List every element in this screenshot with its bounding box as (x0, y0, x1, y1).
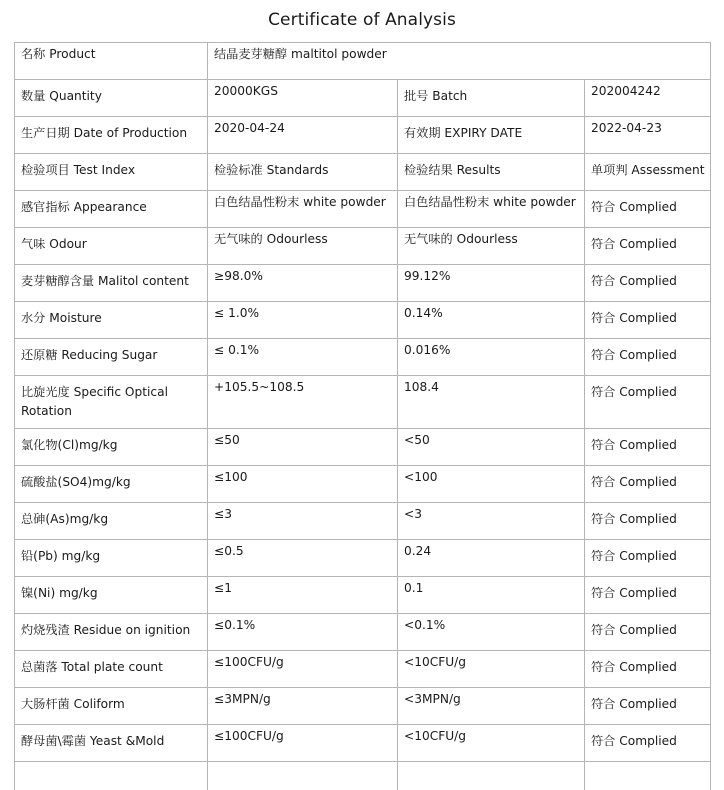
standard-value: ≤ 1.0% (208, 302, 398, 339)
assessment-value: 符合 Complied (585, 466, 711, 503)
table-row (15, 376, 711, 429)
table-row (15, 503, 711, 540)
result-value: 0.14% (398, 302, 585, 339)
column-assessment: 单项判 Assessment (585, 154, 711, 191)
standard-value: ≤100CFU/g (208, 651, 398, 688)
standard-value: ≥98.0% (208, 265, 398, 302)
assessment-value: 符合 Complied (585, 503, 711, 540)
test-item: 总砷(As)mg/kg (15, 503, 208, 540)
result-value: <10CFU/g (398, 651, 585, 688)
assessment-value: 符合 Complied (585, 302, 711, 339)
result-value: 无气味的 Odourless (398, 228, 585, 265)
test-item: 总菌落 Total plate count (15, 651, 208, 688)
empty-cell (398, 762, 585, 790)
result-value: 白色结晶性粉末 white powder (398, 191, 585, 228)
test-item: 酵母菌\霉菌 Yeast &Mold (15, 725, 208, 762)
quantity-value: 20000KGS (208, 80, 398, 117)
assessment-value: 符合 Complied (585, 265, 711, 302)
standard-value: 白色结晶性粉末 white powder (208, 191, 398, 228)
table-row (15, 540, 711, 577)
column-header-row (15, 154, 711, 191)
table-row (15, 265, 711, 302)
result-value: <50 (398, 429, 585, 466)
assessment-value: 符合 Complied (585, 688, 711, 725)
result-value: 99.12% (398, 265, 585, 302)
result-value: <100 (398, 466, 585, 503)
table-row (15, 228, 711, 265)
assessment-value: 符合 Complied (585, 429, 711, 466)
test-item: 还原糖 Reducing Sugar (15, 339, 208, 376)
assessment-value: 符合 Complied (585, 339, 711, 376)
production-row (15, 117, 711, 154)
result-value: 0.016% (398, 339, 585, 376)
assessment-value: 符合 Complied (585, 540, 711, 577)
batch-value: 202004242 (585, 80, 711, 117)
result-value: 0.24 (398, 540, 585, 577)
quantity-row (15, 80, 711, 117)
product-label: 名称 Product (15, 43, 208, 80)
standard-value: ≤1 (208, 577, 398, 614)
expiry-label: 有效期 EXPIRY DATE (398, 117, 585, 154)
batch-label: 批号 Batch (398, 80, 585, 117)
result-value: <3 (398, 503, 585, 540)
table-row (15, 614, 711, 651)
production-label: 生产日期 Date of Production (15, 117, 208, 154)
assessment-value: 符合 Complied (585, 376, 711, 429)
product-row (15, 43, 711, 80)
table-row (15, 302, 711, 339)
table-row (15, 339, 711, 376)
test-item: 比旋光度 Specific Optical Rotation (15, 376, 208, 429)
table-row (15, 688, 711, 725)
standard-value: ≤100CFU/g (208, 725, 398, 762)
test-item: 灼烧残渣 Residue on ignition (15, 614, 208, 651)
table-row (15, 651, 711, 688)
product-value: 结晶麦芽糖醇 maltitol powder (208, 43, 711, 80)
table-row-cutoff (15, 762, 711, 790)
test-item: 感官指标 Appearance (15, 191, 208, 228)
standard-value: ≤100 (208, 466, 398, 503)
assessment-value: 符合 Complied (585, 614, 711, 651)
assessment-value: 符合 Complied (585, 191, 711, 228)
assessment-value: 符合 Complied (585, 651, 711, 688)
table-row (15, 725, 711, 762)
production-value: 2020-04-24 (208, 117, 398, 154)
standard-value: 无气味的 Odourless (208, 228, 398, 265)
result-value: 0.1 (398, 577, 585, 614)
result-value: 108.4 (398, 376, 585, 429)
table-row (15, 577, 711, 614)
test-item: 水分 Moisture (15, 302, 208, 339)
empty-cell (585, 762, 711, 790)
test-item: 麦芽糖醇含量 Malitol content (15, 265, 208, 302)
expiry-value: 2022-04-23 (585, 117, 711, 154)
test-item: 气味 Odour (15, 228, 208, 265)
analysis-table (14, 42, 711, 790)
test-item: 铅(Pb) mg/kg (15, 540, 208, 577)
test-item: 大肠杆菌 Coliform (15, 688, 208, 725)
quantity-label: 数量 Quantity (15, 80, 208, 117)
test-item: 硫酸盐(SO4)mg/kg (15, 466, 208, 503)
result-value: <0.1% (398, 614, 585, 651)
column-test-index: 检验项目 Test Index (15, 154, 208, 191)
standard-value: ≤ 0.1% (208, 339, 398, 376)
table-row (15, 191, 711, 228)
table-row (15, 429, 711, 466)
column-results: 检验结果 Results (398, 154, 585, 191)
standard-value: ≤0.5 (208, 540, 398, 577)
result-value: <10CFU/g (398, 725, 585, 762)
assessment-value: 符合 Complied (585, 228, 711, 265)
standard-value: ≤50 (208, 429, 398, 466)
standard-value: +105.5~108.5 (208, 376, 398, 429)
empty-cell (208, 762, 398, 790)
test-item: 镍(Ni) mg/kg (15, 577, 208, 614)
document-title: Certificate of Analysis (0, 10, 724, 30)
table-row (15, 466, 711, 503)
assessment-value: 符合 Complied (585, 725, 711, 762)
empty-cell (15, 762, 208, 790)
standard-value: ≤3 (208, 503, 398, 540)
test-item: 氯化物(Cl)mg/kg (15, 429, 208, 466)
standard-value: ≤0.1% (208, 614, 398, 651)
assessment-value: 符合 Complied (585, 577, 711, 614)
result-value: <3MPN/g (398, 688, 585, 725)
standard-value: ≤3MPN/g (208, 688, 398, 725)
column-standards: 检验标准 Standards (208, 154, 398, 191)
